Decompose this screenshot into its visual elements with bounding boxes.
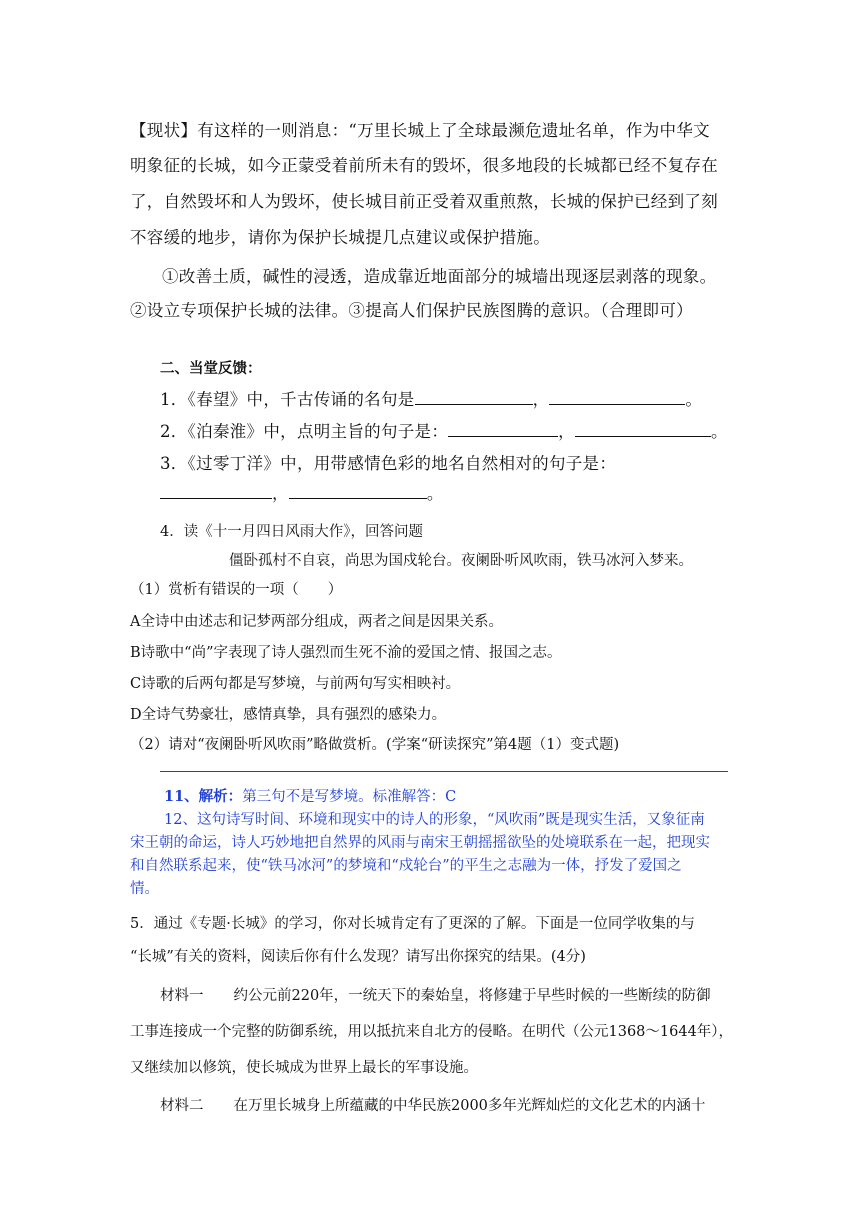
question-4-sub2: （2）请对“夜阑卧听风吹雨”略做赏析。(学案“研读探究”第4题（1）变式题) <box>130 737 620 753</box>
analysis-12-line-3: 和自然联系起来，使“铁马冰河”的梦境和“戍轮台”的平生之志融为一体，抒发了爱国之 <box>130 858 682 874</box>
status-answer-2: ②设立专项保护长城的法律。③提高人们保护民族图腾的意识。（合理即可） <box>130 301 693 320</box>
period: 。 <box>426 484 444 503</box>
material-2-line-1 <box>160 1094 770 1115</box>
answer-line <box>160 771 728 772</box>
analysis-11-text: 第三句不是写梦境。标准解答：C <box>242 789 457 805</box>
option-b: B诗歌中“尚”字表现了诗人强烈而生死不渝的爱国之情、报国之志。 <box>130 645 562 661</box>
question-4-sub1: （1）赏析有错误的一项（ ） <box>130 582 343 598</box>
analysis-11 <box>164 785 774 806</box>
question-3-blanks <box>160 480 770 504</box>
question-4-title: 4．读《十一月四日风雨大作》，回答问题 <box>160 524 423 540</box>
answer-blank[interactable] <box>289 484 427 499</box>
analysis-12-line-2: 宋王朝的命运，诗人巧妙地把自然界的风雨与南宋王朝摇摇欲坠的处境联系在一起，把现实 <box>130 835 710 851</box>
option-d: D全诗气势豪壮，感情真挚，具有强烈的感染力。 <box>130 707 447 723</box>
analysis-12-line-1: 12、这句诗写时间、环境和现实中的诗人的形象，“风吹雨”既是现实生活，又象征南 <box>164 812 705 828</box>
period: 。 <box>685 390 703 409</box>
answer-blank[interactable] <box>575 422 711 437</box>
poem-text: 僵卧孤村不自哀，尚思为国戍轮台。夜阑卧听风吹雨，铁马冰河入梦来。 <box>229 553 693 569</box>
status-answer-1: ①改善土质，碱性的浸透，造成靠近地面部分的城墙出现逐层剥落的现象。 <box>162 267 717 286</box>
status-line-1: 【现状】有这样的一则消息：“万里长城上了全球最濒危遗址名单，作为中华文 <box>130 121 710 140</box>
analysis-12-line-4: 情。 <box>130 881 159 897</box>
question-3-prefix: 3．《过零丁洋》中，用带感情色彩的地名自然相对的句子是： <box>160 454 617 473</box>
question-2 <box>160 418 770 442</box>
answer-blank[interactable] <box>448 422 558 437</box>
answer-blank[interactable] <box>415 390 533 405</box>
question-1-prefix: 1．《春望》中，千古传诵的名句是 <box>160 390 415 409</box>
comma: ， <box>272 484 289 503</box>
material-1-line-2: 工事连接成一个完整的防御系统，用以抵抗来自北方的侵略。在明代（公元1368～1644年）， <box>130 1024 734 1040</box>
status-line-3: 了，自然毁坏和人为毁坏，使长城目前正受着双重煎熬，长城的保护已经到了刻 <box>130 192 718 211</box>
option-a: A全诗中由述志和记梦两部分组成，两者之间是因果关系。 <box>130 614 503 630</box>
material-1-text: 约公元前220年，一统天下的秦始皇，将修建于早些时候的一些断续的防御 <box>233 988 711 1004</box>
period: 。 <box>710 422 728 441</box>
material-1-label: 材料一 <box>160 988 204 1004</box>
material-2-text: 在万里长城身上所蕴藏的中华民族2000多年光辉灿烂的文化艺术的内涵十 <box>233 1098 706 1114</box>
question-1 <box>160 386 770 410</box>
material-1-line-3: 又继续加以修筑，使长城成为世界上最长的军事设施。 <box>130 1060 478 1076</box>
option-c: C诗歌的后两句都是写梦境，与前两句写实相映衬。 <box>130 676 461 692</box>
feedback-heading: 二、当堂反馈： <box>160 360 262 377</box>
status-line-4: 不容缓的地步，请你为保护长城提几点建议或保护措施。 <box>130 228 550 247</box>
material-2-label: 材料二 <box>160 1098 204 1114</box>
comma: ， <box>558 422 575 441</box>
status-line-2: 明象征的长城，如今正蒙受着前所未有的毁坏，很多地段的长城都已经不复存在 <box>130 156 718 175</box>
analysis-11-label: 11、解析： <box>164 788 243 805</box>
question-5-line-1: 5．通过《专题·长城》的学习，你对长城肯定有了更深的了解。下面是一位同学收集的与 <box>130 916 695 932</box>
answer-blank[interactable] <box>160 484 272 499</box>
material-1-line-1 <box>160 984 770 1005</box>
answer-blank[interactable] <box>549 390 685 405</box>
question-2-prefix: 2．《泊秦淮》中，点明主旨的句子是： <box>160 422 449 441</box>
comma: ， <box>532 390 550 409</box>
question-5-line-2: “长城”有关的资料，阅读后你有什么发现？请写出你探究的结果。(4分) <box>130 949 586 965</box>
